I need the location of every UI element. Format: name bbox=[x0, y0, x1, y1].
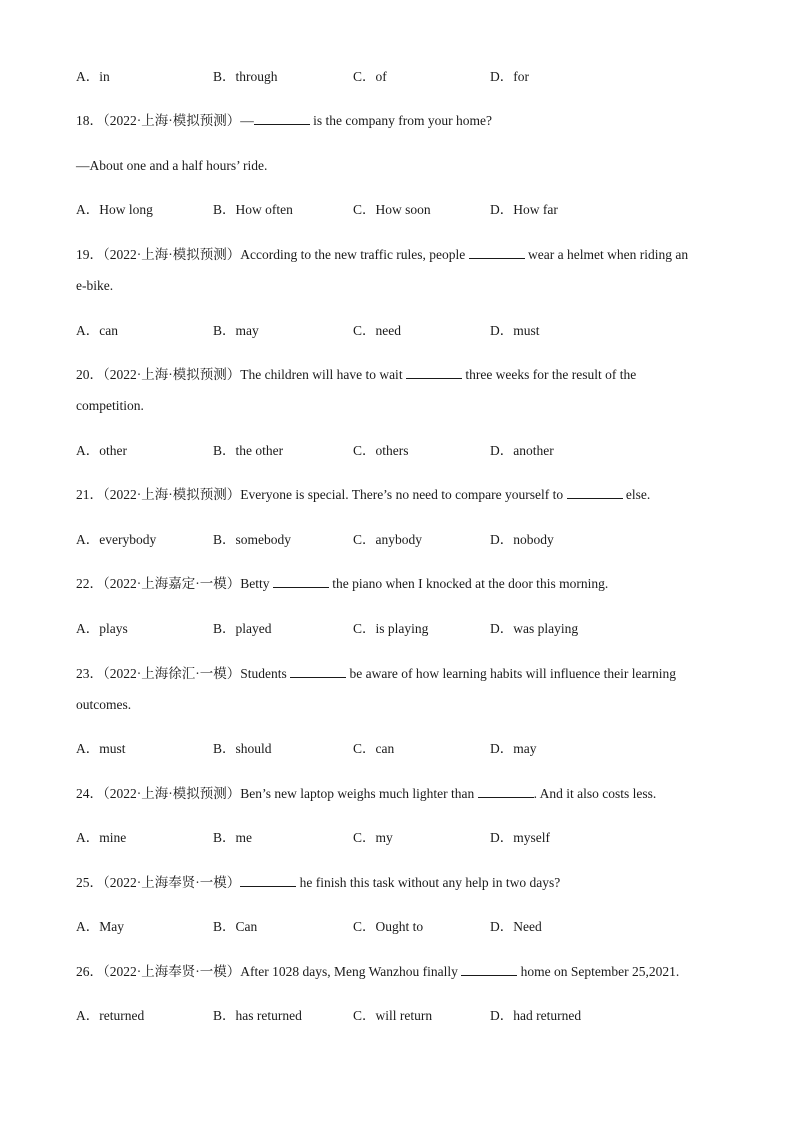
q21-option-c[interactable]: C．anybody bbox=[353, 532, 422, 547]
q20-stem bbox=[76, 366, 714, 384]
q24-stem bbox=[76, 785, 714, 803]
q17-option-b[interactable]: B．through bbox=[213, 69, 278, 84]
q22-option-a[interactable]: A．plays bbox=[76, 621, 128, 636]
q25-blank bbox=[240, 874, 296, 887]
q23-option-d[interactable]: D．may bbox=[490, 741, 537, 756]
q23-prefix: 23．（2022·上海徐汇·一模）Students bbox=[76, 666, 291, 681]
q19-stem-line2: e-bike. bbox=[76, 278, 114, 293]
q19-option-d[interactable]: D．must bbox=[490, 323, 540, 338]
q19-after-blank: wear a helmet when riding an bbox=[524, 247, 689, 262]
q21-after-blank: else. bbox=[622, 487, 651, 502]
q24-option-d[interactable]: D．myself bbox=[490, 830, 550, 845]
q23-after-blank: be aware of how learning habits will influence their learning bbox=[346, 666, 677, 681]
q25-prefix: 25．（2022·上海奉贤·一模） bbox=[76, 875, 241, 890]
q26-blank bbox=[461, 963, 517, 976]
q20-after-blank: three weeks for the result of the bbox=[461, 367, 637, 382]
q26-option-a[interactable]: A．returned bbox=[76, 1008, 145, 1023]
q22-prefix: 22．（2022·上海嘉定·一模）Betty bbox=[76, 576, 273, 591]
q19-stem bbox=[76, 246, 714, 264]
q18-blank bbox=[254, 112, 310, 125]
q23-option-c[interactable]: C．can bbox=[353, 741, 395, 756]
q24-after-blank: . And it also costs less. bbox=[533, 786, 657, 801]
q20-option-d[interactable]: D．another bbox=[490, 443, 554, 458]
q22-after-blank: the piano when I knocked at the door this morning. bbox=[328, 576, 609, 591]
q17-option-c[interactable]: C．of bbox=[353, 69, 387, 84]
q22-option-d[interactable]: D．was playing bbox=[490, 621, 579, 636]
q24-blank bbox=[478, 785, 534, 798]
q26-option-c[interactable]: C．will return bbox=[353, 1008, 433, 1023]
q20-prefix: 20．（2022·上海·模拟预测）The children will have to wait bbox=[76, 367, 406, 382]
q21-option-b[interactable]: B．somebody bbox=[213, 532, 292, 547]
q20-option-b[interactable]: B．the other bbox=[213, 443, 284, 458]
q24-prefix: 24．（2022·上海·模拟预测）Ben’s new laptop weighs much lighter than bbox=[76, 786, 478, 801]
q18-stem-line2: —About one and a half hours’ ride. bbox=[76, 158, 268, 173]
q25-stem bbox=[76, 874, 714, 892]
q18-prefix: 18．（2022·上海·模拟预测）— bbox=[76, 113, 254, 128]
q26-prefix: 26．（2022·上海奉贤·一模）After 1028 days, Meng Wanzhou finally bbox=[76, 964, 462, 979]
q17-option-a[interactable]: A．in bbox=[76, 69, 110, 84]
q18-option-c[interactable]: C．How soon bbox=[353, 202, 431, 217]
q25-option-a[interactable]: A．May bbox=[76, 919, 124, 934]
q20-stem-line2: competition. bbox=[76, 398, 144, 413]
q23-stem bbox=[76, 665, 714, 683]
q19-option-c[interactable]: C．need bbox=[353, 323, 401, 338]
q21-stem bbox=[76, 486, 714, 504]
q26-stem bbox=[76, 963, 714, 981]
q23-blank bbox=[290, 665, 346, 678]
q22-option-b[interactable]: B．played bbox=[213, 621, 272, 636]
q21-option-d[interactable]: D．nobody bbox=[490, 532, 554, 547]
q23-stem-line2: outcomes. bbox=[76, 697, 132, 712]
q20-option-c[interactable]: C．others bbox=[353, 443, 409, 458]
q25-option-c[interactable]: C．Ought to bbox=[353, 919, 424, 934]
q24-option-a[interactable]: A．mine bbox=[76, 830, 127, 845]
q25-option-b[interactable]: B．Can bbox=[213, 919, 258, 934]
q19-option-b[interactable]: B．may bbox=[213, 323, 259, 338]
q23-option-b[interactable]: B．should bbox=[213, 741, 272, 756]
q19-option-a[interactable]: A．can bbox=[76, 323, 118, 338]
q22-stem bbox=[76, 575, 714, 593]
q17-option-d[interactable]: D．for bbox=[490, 69, 529, 84]
q26-option-b[interactable]: B．has returned bbox=[213, 1008, 302, 1023]
q25-after-blank: he finish this task without any help in two days? bbox=[296, 875, 561, 890]
q22-option-c[interactable]: C．is playing bbox=[353, 621, 429, 636]
q21-blank bbox=[567, 486, 623, 499]
q21-option-a[interactable]: A．everybody bbox=[76, 532, 157, 547]
q19-prefix: 19．（2022·上海·模拟预测）According to the new traffic rules, people bbox=[76, 247, 469, 262]
q18-option-d[interactable]: D．How far bbox=[490, 202, 558, 217]
q25-option-d[interactable]: D．Need bbox=[490, 919, 542, 934]
q18-option-b[interactable]: B．How often bbox=[213, 202, 293, 217]
q26-after-blank: home on September 25,2021. bbox=[517, 964, 680, 979]
q20-option-a[interactable]: A．other bbox=[76, 443, 127, 458]
q24-option-b[interactable]: B．me bbox=[213, 830, 252, 845]
q22-blank bbox=[273, 575, 329, 588]
q23-option-a[interactable]: A．must bbox=[76, 741, 126, 756]
q26-option-d[interactable]: D．had returned bbox=[490, 1008, 582, 1023]
q18-after-blank: is the company from your home? bbox=[309, 113, 492, 128]
q21-prefix: 21．（2022·上海·模拟预测）Everyone is special. There’s no need to compare yourself to bbox=[76, 487, 567, 502]
q19-blank bbox=[469, 246, 525, 259]
q18-option-a[interactable]: A．How long bbox=[76, 202, 153, 217]
q24-option-c[interactable]: C．my bbox=[353, 830, 393, 845]
q20-blank bbox=[406, 366, 462, 379]
q18-stem bbox=[76, 112, 714, 130]
